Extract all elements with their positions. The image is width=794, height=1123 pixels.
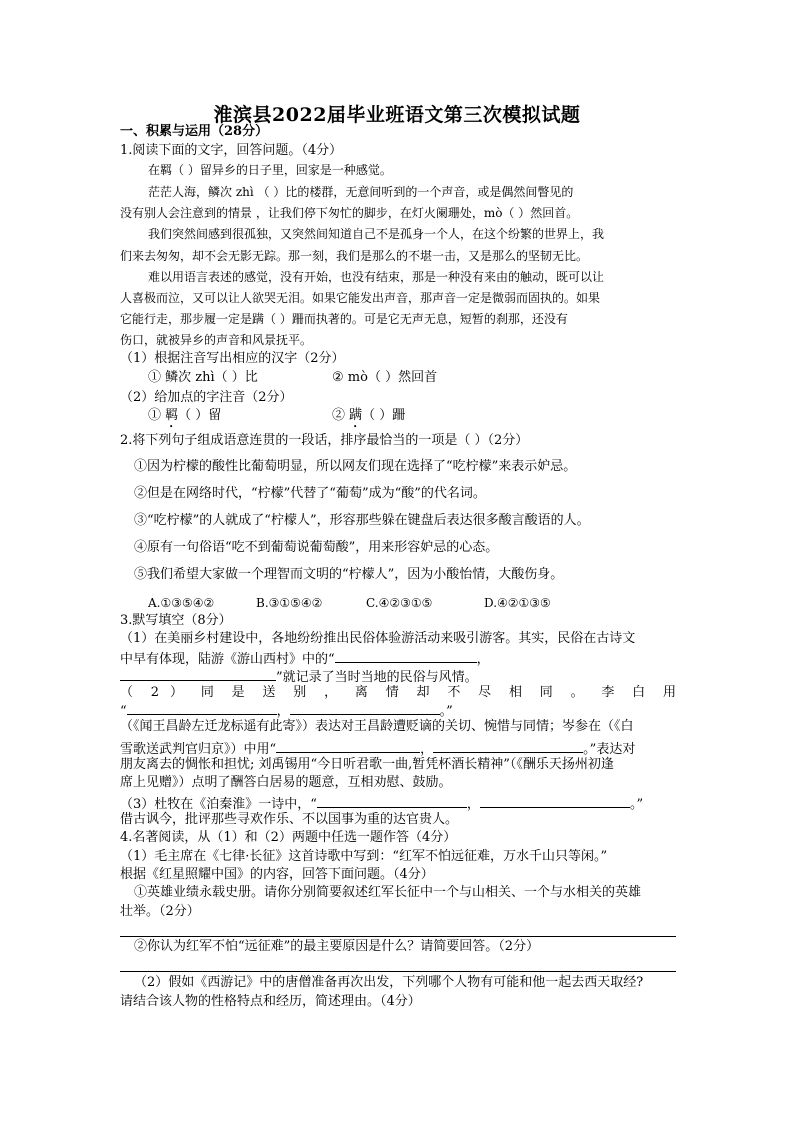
q4-part1-line: （1）毛主席在《七律·长征》这首诗歌中写到：“红军不怕远征难，万水千山只等闲。” [120, 849, 608, 864]
answer-blank[interactable] [335, 648, 477, 663]
q3-part3-text: 。” [629, 797, 644, 812]
q2-sentence: ③“吃柠檬”的人就成了“柠檬人”，形容那些躲在键盘后表达很多酸言酸语的人。 [134, 513, 590, 528]
q1-sub2-b-char: 蹒 [349, 408, 363, 423]
q3-quote-open: “ [120, 704, 127, 719]
q1-sub2-item-b[interactable] [332, 407, 405, 431]
q3-part3-line: 借古讽今，批评那些寻欢作乐、不以国事为重的达官贵人。 [120, 812, 459, 827]
q3-part2-line: （ 2 ） 同 是 送 别 ， 离 情 却 不 尽 相 同 。 李 白 用 [120, 685, 676, 700]
q2-option-c[interactable]: C.④②③①⑤ [366, 596, 433, 610]
answer-blank[interactable] [290, 700, 440, 715]
q2-options [148, 594, 704, 612]
q1-sub2-items [148, 407, 704, 431]
q1-sub2-a-pre: ① [148, 408, 166, 423]
q3-separator: ， [420, 742, 434, 757]
answer-blank[interactable] [127, 700, 277, 715]
q2-sentence: ②但是在网络时代，“柠檬”代替了“葡萄”成为“酸”的代名词。 [134, 486, 486, 501]
q3-part2-line: 席上见赠》）点明了酬答白居易的题意，互相劝慰、鼓励。 [120, 775, 452, 790]
q2-option-b[interactable]: B.③①⑤④② [256, 596, 323, 610]
q4-part1-line: 根据《红星照耀中国》的内容，回答下面问题。（4分） [120, 867, 434, 882]
q3-stem: 3.默写填空（8分） [120, 613, 232, 628]
q3-part2-line: 朋友离去的惆怅和担忧; 刘禹锡用“今日听君歌一曲,暂凭杯酒长精神”（《酬乐天扬州初逢 [120, 757, 614, 772]
q3-separator: ， [276, 704, 290, 719]
q1-stem: 1.阅读下面的文字，回答问题。（4分） [120, 143, 343, 158]
q1-passage-line: 难以用语言表述的感觉，没有开始，也没有结束，那是一种没有来由的触动，既可以让 [148, 270, 605, 284]
q3-separator: ， [466, 797, 480, 812]
q2-sentence: ⑤我们希望大家做一个理智而文明的“柠檬人”，因为小酸怡情，大酸伤身。 [134, 567, 564, 582]
q1-sub1-item-b[interactable]: ② mò（ ）然回首 [332, 370, 438, 385]
answer-blank[interactable] [433, 738, 583, 753]
q3-part1-text: ”就记录了当时当地的民俗与风情。 [276, 670, 478, 685]
q1-sub2-item-a[interactable] [148, 407, 332, 431]
q2-option-d[interactable]: D.④②①③⑤ [484, 596, 551, 610]
q1-sub2-a-char: 羁 [165, 408, 179, 423]
q4-part2-line: （2）假如《西游记》中的唐僧准备再次出发，下列哪个人物有可能和他一起去西天取经? [134, 975, 644, 990]
q1-passage-line: 它能行走，那步履一定是蹒（ ）跚而执著的。可是它无声无息，短暂的刹那，还没有 [120, 312, 568, 326]
q1-sub2-b-pre: ② [332, 408, 350, 423]
q3-part1-text: 中早有体现，陆游《游山西村》中的“ [120, 652, 335, 667]
q3-part2-text: 。”表达对 [583, 742, 636, 757]
q1-passage-line: 人喜极而泣，又可以让人欲哭无泪。如果它能发出声音，那声音一定是微弱而固执的。如果 [120, 291, 601, 305]
q1-sub2-stem: （2）给加点的字注音（2分） [120, 390, 293, 405]
q2-option-a[interactable]: A.①③⑤④② [148, 596, 215, 610]
q3-part3-text: （3）杜牧在《泊秦淮》一诗中，“ [120, 797, 317, 812]
q3-part1-line: （1）在美丽乡村建设中，各地纷纷推出民俗体验游活动来吸引游客。其实，民俗在古诗文 [120, 631, 636, 646]
q3-part2-text: 雪歌送武判官归京》）中用“ [120, 742, 277, 757]
q1-sub1-item-a[interactable]: ① 鳞次 zhì（ ）比 [148, 370, 258, 385]
q3-separator: ， [476, 652, 490, 667]
q1-sub1-items [148, 369, 704, 387]
answer-blank[interactable] [120, 666, 276, 681]
q1-passage-line: 伤口，就被异乡的声音和风景抚平。 [120, 333, 313, 347]
q4-part2-line: 请结合该人物的性格特点和经历，简述理由。（4分） [120, 994, 421, 1009]
q1-passage-line: 们来去匆匆，却不会无影无踪。那一刻，我们是那么的不堪一击，又是那么的坚韧无比。 [120, 249, 589, 263]
q3-quote-close: 。” [439, 704, 453, 719]
q1-sub2-a-post: （ ）留 [178, 408, 222, 423]
answer-blank[interactable] [480, 793, 630, 808]
answer-blank[interactable] [317, 793, 467, 808]
q2-sentence: ④原有一句俗语“吃不到葡萄说葡萄酸”，用来形容妒忌的心态。 [134, 540, 499, 555]
q1-passage-line: 茫茫人海，鳞次 zhì （ ）比的楼群，无意间听到的一个声音，或是偶然间瞥见的 [148, 185, 574, 199]
q1-passage-line: 没有别人会注意到的情景 ，让我们停下匆忙的脚步，在灯火阑珊处，mò（ ）然回首。 [120, 206, 579, 220]
q4-part1-line: 壮举。（2分） [120, 904, 200, 919]
q1-sub2-b-post: （ ）跚 [362, 408, 406, 423]
answer-line[interactable] [120, 936, 676, 937]
q1-passage-line: 我们突然间感到很孤独，又突然间知道自己不是孤身一个人，在这个纷繁的世界上，我 [148, 227, 605, 241]
exam-title: 淮滨县2022届毕业班语文第三次模拟试题 [213, 104, 581, 126]
q1-passage-line: 在羁（ ）留异乡的日子里，回家是一种感觉。 [148, 163, 392, 177]
section-heading: 一、积累与运用（28分） [120, 124, 269, 139]
q3-part2-line: （《闻王昌龄左迁龙标遥有此寄》）表达对王昌龄遭贬谪的关切、惋惜与同情；岑参在（《白 [120, 719, 634, 734]
q4-part1-line: ②你认为红军不怕“远征难”的最主要原因是什么？请简要回答。（2分） [134, 939, 540, 954]
answer-blank[interactable] [276, 738, 420, 753]
q4-stem: 4.名著阅读，从（1）和（2）两题中任选一题作答（4分） [120, 830, 457, 845]
q2-sentence: ①因为柠檬的酸性比葡萄明显，所以网友们现在选择了“吃柠檬”来表示妒忌。 [134, 459, 577, 474]
q1-sub1-stem: （1）根据注音写出相应的汉字（2分） [120, 351, 345, 366]
q4-part1-line: ①英雄业绩永载史册。请你分别简要叙述红军长征中一个与山相关、一个与水相关的英雄 [134, 885, 642, 900]
q2-stem: 2.将下列句子组成语意连贯的一段话，排序最恰当的一项是（ ）（2分） [120, 433, 529, 448]
answer-line[interactable] [120, 971, 676, 972]
